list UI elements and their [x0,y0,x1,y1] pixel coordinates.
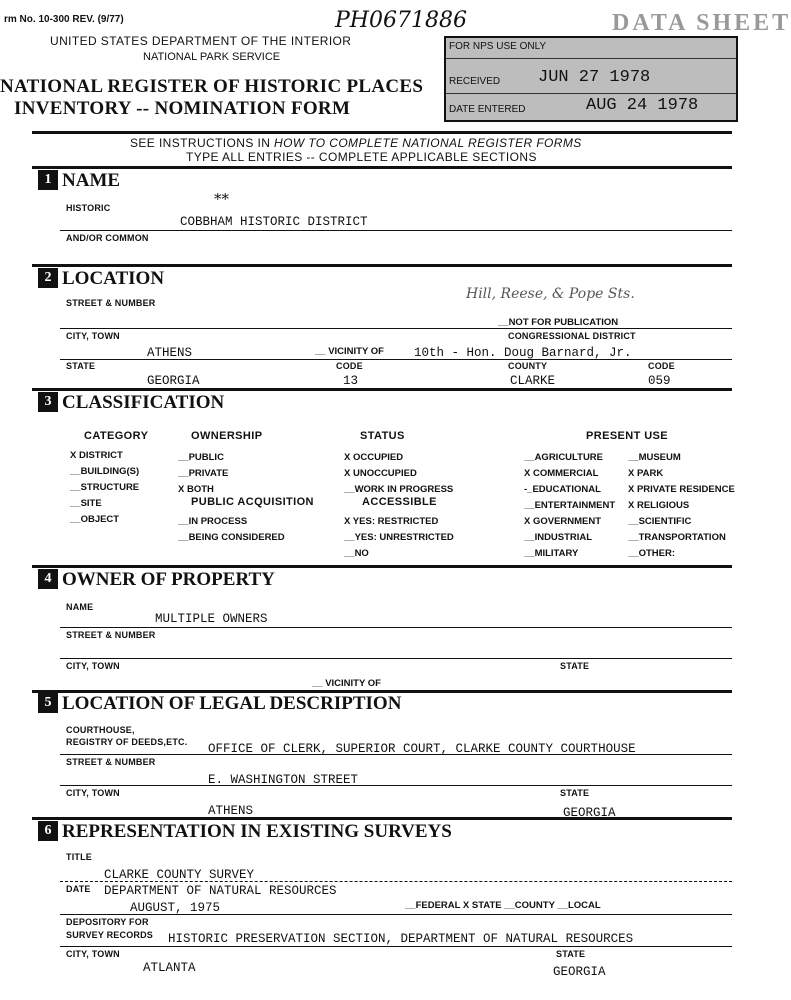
courthouse-value: OFFICE OF CLERK, SUPERIOR COURT, CLARKE COUNTY COURTHOUSE [208,742,636,756]
status-list [344,450,453,498]
section-5-heading [38,693,401,715]
form-title-line2: INVENTORY -- NOMINATION FORM [14,98,351,119]
legal-city-value: ATHENS [208,804,254,818]
state-value: GEORGIA [147,374,200,388]
depository-value: HISTORIC PRESERVATION SECTION, DEPARTMENT OF NATURAL RESOURCES [168,932,634,946]
divider [60,359,732,360]
accessible-option: __YES: UNRESTRICTED [344,532,454,543]
survey-date-value-2: AUGUST, 1975 [130,901,221,915]
instructions-prefix: SEE INSTRUCTIONS IN [130,136,275,150]
ownership-option: __PRIVATE [178,468,229,479]
accessible-option: X YES: RESTRICTED [344,516,439,527]
category-heading: CATEGORY [84,430,149,442]
present-use-option: __AGRICULTURE [524,452,603,463]
form-title-line1: NATIONAL REGISTER OF HISTORIC PLACES [0,76,424,97]
present-use-option: X PRIVATE RESIDENCE [628,484,735,495]
status-option: X OCCUPIED [344,452,404,463]
present-use-option: X COMMERCIAL [524,468,599,479]
category-option: X DISTRICT [70,450,123,461]
divider [32,166,732,169]
city-value: ATHENS [147,346,193,360]
acquisition-option: __BEING CONSIDERED [178,532,285,543]
congressional-value: 10th - Hon. Doug Barnard, Jr. [414,346,632,360]
code-label: CODE [336,361,363,371]
category-option: __OBJECT [70,514,120,525]
county-value: CLARKE [510,374,556,388]
date-entered-label: DATE ENTERED [449,104,526,115]
divider [60,785,732,786]
state-code-value: 13 [343,374,359,388]
congressional-label: CONGRESSIONAL DISTRICT [508,331,636,341]
county-code-label: CODE [648,361,675,371]
section-title: CLASSIFICATION [62,392,225,413]
courthouse-label: COURTHOUSE, [66,725,135,735]
present-use-option: X PARK [628,468,664,479]
survey-city-value: ATLANTA [143,961,196,975]
section-title: OWNER OF PROPERTY [62,569,275,590]
present-use-list-1 [524,450,615,562]
status-option: __WORK IN PROGRESS [344,484,454,495]
present-use-option: __MUSEUM [628,452,681,463]
acquisition-list [178,514,285,546]
historic-label: HISTORIC [66,203,111,213]
nps-use-box [444,36,738,122]
present-use-option: __SCIENTIFIC [628,516,692,527]
state-label: STATE [66,361,96,371]
divider [32,131,732,134]
section-number: 1 [38,170,58,190]
department-line: UNITED STATES DEPARTMENT OF THE INTERIOR [50,34,352,48]
survey-city-label: CITY, TOWN [66,949,120,959]
owner-state-label: STATE [560,661,590,671]
ownership-option: __PUBLIC [178,452,224,463]
present-use-option: -_EDUCATIONAL [524,484,601,495]
section-number: 3 [38,392,58,412]
ownership-heading: OWNERSHIP [191,430,263,442]
present-use-option: __MILITARY [524,548,579,559]
county-code-value: 059 [648,374,671,388]
section-title: REPRESENTATION IN EXISTING SURVEYS [62,821,452,842]
owner-name-label: NAME [66,602,94,612]
registry-label: REGISTRY OF DEEDS,ETC. [66,737,188,747]
owner-city-label: CITY, TOWN [66,661,120,671]
divider [32,817,732,820]
owner-name-value: MULTIPLE OWNERS [155,612,268,626]
section-number: 4 [38,569,58,589]
vicinity-label: __ VICINITY OF [315,346,384,357]
status-heading: STATUS [360,430,405,442]
depository-label-2: SURVEY RECORDS [66,930,153,940]
survey-state-value: GEORGIA [553,965,606,979]
nps-row-divider [446,93,736,94]
street-label: STREET & NUMBER [66,298,156,308]
present-use-option: __OTHER: [628,548,675,559]
street-handwritten: Hill, Reese, & Pope Sts. [466,286,635,302]
form-number: rm No. 10-300 REV. (9/77) [4,14,124,25]
service-line: NATIONAL PARK SERVICE [143,51,281,63]
divider [60,230,732,231]
divider [32,264,732,267]
accessible-heading: ACCESSIBLE [362,496,437,508]
divider [60,328,732,329]
present-use-option: __TRANSPORTATION [628,532,726,543]
section-title: LOCATION OF LEGAL DESCRIPTION [62,693,402,714]
category-option: __SITE [70,498,102,509]
present-use-option: X GOVERNMENT [524,516,602,527]
survey-levels: __FEDERAL X STATE __COUNTY __LOCAL [405,900,601,911]
present-use-list-2 [628,450,735,562]
not-for-publication: __NOT FOR PUBLICATION [498,317,619,328]
divider [60,946,732,947]
present-use-heading: PRESENT USE [586,430,669,442]
ownership-option: X BOTH [178,484,214,495]
section-4-heading [38,569,275,591]
date-entered-stamp: AUG 24 1978 [586,96,699,115]
present-use-option: X RELIGIOUS [628,500,690,511]
category-list [70,448,139,528]
section-1-heading [38,170,120,192]
divider [60,754,732,755]
legal-state-label: STATE [560,788,590,798]
received-label: RECEIVED [449,76,501,87]
instructions-line2: TYPE ALL ENTRIES -- COMPLETE APPLICABLE SECTIONS [186,150,537,164]
category-option: __STRUCTURE [70,482,140,493]
present-use-option: __ENTERTAINMENT [524,500,616,511]
depository-label-1: DEPOSITORY FOR [66,917,149,927]
handwritten-asterisks: ** [214,190,229,208]
survey-date-label: DATE [66,884,91,894]
survey-title-value: CLARKE COUNTY SURVEY [104,868,255,882]
survey-date-value-1: DEPARTMENT OF NATURAL RESOURCES [104,884,337,898]
instructions-line1 [130,136,582,150]
section-number: 2 [38,268,58,288]
data-sheet-stamp: DATA SHEET [612,10,791,36]
survey-state-label: STATE [556,949,586,959]
acquisition-heading: PUBLIC ACQUISITION [191,496,314,508]
section-3-heading [38,392,224,414]
instructions-italic: HOW TO COMPLETE NATIONAL REGISTER FORMS [274,136,582,150]
owner-vicinity: __ VICINITY OF [312,678,381,689]
category-option: __BUILDING(S) [70,466,140,477]
accessible-list [344,514,454,562]
section-number: 5 [38,693,58,713]
accessible-option: __NO [344,548,369,559]
divider [60,881,732,882]
county-label: COUNTY [508,361,548,371]
section-number: 6 [38,821,58,841]
divider [32,565,732,568]
city-label: CITY, TOWN [66,331,120,341]
survey-title-label: TITLE [66,852,92,862]
common-name-label: AND/OR COMMON [66,233,149,243]
status-option: X UNOCCUPIED [344,468,417,479]
ownership-list [178,450,228,498]
nps-row-divider [446,58,736,59]
acquisition-option: __IN PROCESS [178,516,248,527]
legal-street-value: E. WASHINGTON STREET [208,773,359,787]
legal-state-value: GEORGIA [563,806,616,820]
divider [32,388,732,391]
section-2-heading [38,268,164,290]
handwritten-reference: PH0671886 [335,8,467,33]
section-6-heading [38,821,452,843]
nps-box-title: FOR NPS USE ONLY [449,41,547,52]
owner-street-label: STREET & NUMBER [66,630,156,640]
divider [60,658,732,659]
received-stamp: JUN 27 1978 [538,68,651,87]
section-title: NAME [62,170,121,191]
section-title: LOCATION [62,268,165,289]
divider [60,627,732,628]
present-use-option: __INDUSTRIAL [524,532,593,543]
historic-name-value: COBBHAM HISTORIC DISTRICT [180,215,368,229]
legal-city-label: CITY, TOWN [66,788,120,798]
divider [60,914,732,915]
legal-street-label: STREET & NUMBER [66,757,156,767]
